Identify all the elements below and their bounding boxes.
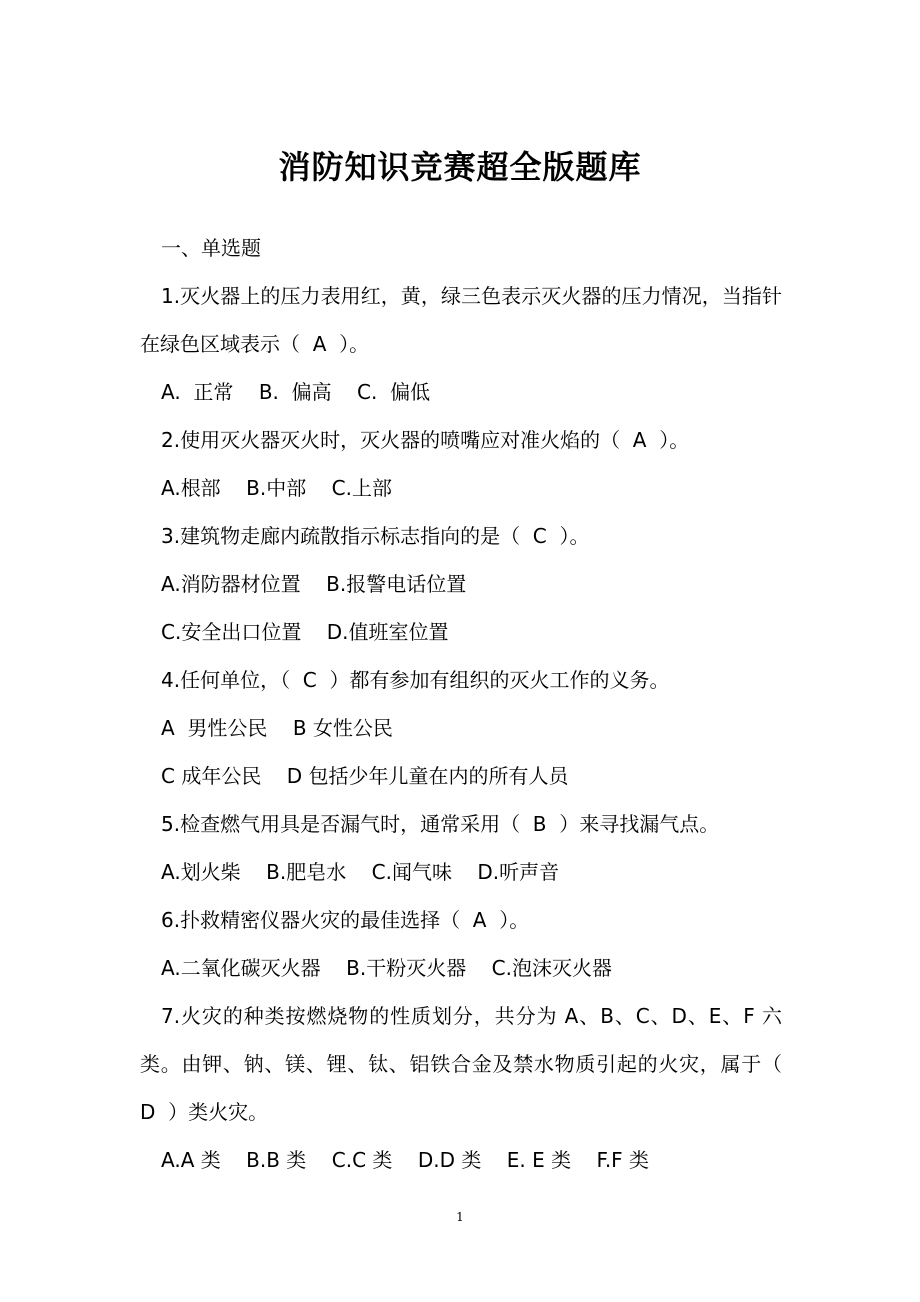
question-6-options: A.二氧化碳灭火器 B.干粉灭火器 C.泡沫灭火器 — [161, 956, 612, 980]
question-6-stem: 6.扑救精密仪器火灾的最佳选择（ A ）。 — [161, 908, 530, 932]
page-number: 1 — [456, 1210, 464, 1224]
document-body — [140, 224, 795, 1184]
question-3-options-line-2: C.安全出口位置 D.值班室位置 — [161, 620, 449, 644]
question-7-options: A.A 类 B.B 类 C.C 类 D.D 类 E. E 类 F.F 类 — [161, 1148, 650, 1172]
question-3-options-line-1: A.消防器材位置 B.报警电话位置 — [161, 572, 467, 596]
question-4-options-line-2: C 成年公民 D 包括少年儿童在内的所有人员 — [161, 764, 569, 788]
question-7-stem: 7.火灾的种类按燃烧物的性质划分，共分为 A、B、C、D、E、F 六类。由钾、钠、镁、锂、钛、铝铁合金及禁水物质引起的火灾，属于（ D ）类火灾。 — [140, 1004, 795, 1124]
question-2-options: A.根部 B.中部 C.上部 — [161, 476, 392, 500]
question-2-stem: 2.使用灭火器灭火时，灭火器的喷嘴应对准火焰的（ A ）。 — [161, 428, 690, 452]
question-5-stem: 5.检查燃气用具是否漏气时，通常采用（ B ）来寻找漏气点。 — [161, 812, 720, 836]
question-3-stem: 3.建筑物走廊内疏散指示标志指向的是（ C ）。 — [161, 524, 590, 548]
question-1-stem: 1.灭火器上的压力表用红，黄，绿三色表示灭火器的压力情况，当指针在绿色区域表示（ A ）。 — [140, 284, 782, 356]
question-5-options: A.划火柴 B.肥皂水 C.闻气味 D.听声音 — [161, 860, 560, 884]
question-1-options: A. 正常 B. 偏高 C. 偏低 — [161, 380, 431, 404]
section-heading: 一、单选题 — [161, 236, 261, 260]
question-4-stem: 4.任何单位，（ C ）都有参加有组织的灭火工作的义务。 — [161, 668, 670, 692]
document-title: 消防知识竞赛超全版题库 — [278, 148, 642, 186]
question-4-options-line-1: A 男性公民 B 女性公民 — [161, 716, 393, 740]
